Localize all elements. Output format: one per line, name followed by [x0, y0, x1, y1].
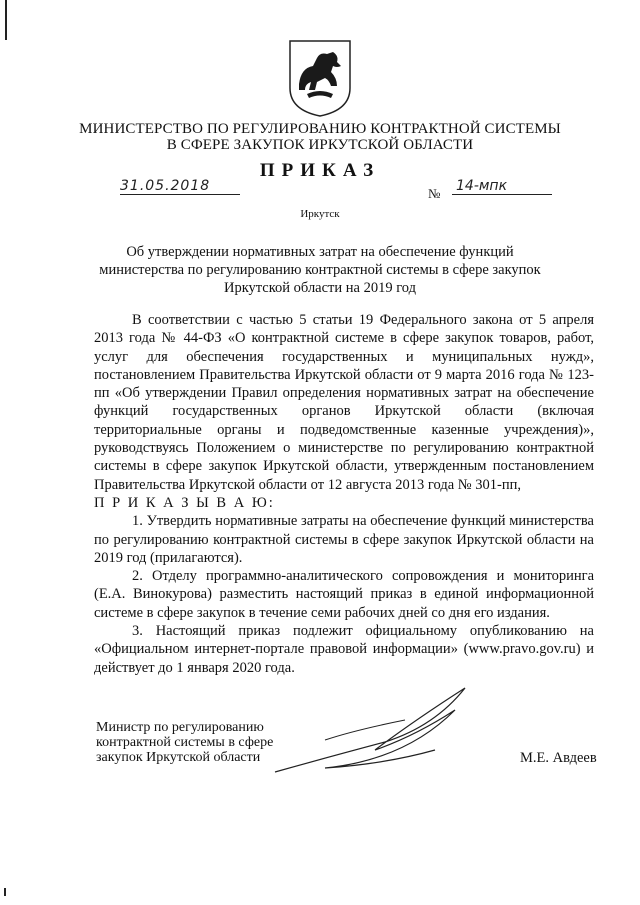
scan-mark — [4, 888, 6, 896]
order-item-2: 2. Отделу программно-аналитического сопровождения и мониторинга (Е.А. Винокурова) разместить настоящий приказ в единой информационной системе в сфере закупок в течение семи рабочих дней со дня его издания. — [94, 568, 594, 621]
order-number: 14-мпк — [452, 178, 552, 195]
order-number-label: № — [428, 186, 441, 201]
order-item-3: 3. Настоящий приказ подлежит официальному опубликованию на «Официальном интернет-портале правовой информации» (www.pravo.gov.ru) и действует до 1 января 2020 года. — [94, 623, 594, 676]
handwritten-signature — [265, 680, 485, 780]
signatory-name: М.Е. Авдеев — [520, 750, 597, 766]
subject-line-1: Об утверждении нормативных затрат на обеспечение функций — [126, 244, 514, 260]
signatory-position-line-1: Министр по регулированию — [96, 720, 264, 735]
ministry-line-2: В СФЕРЕ ЗАКУПОК ИРКУТСКОЙ ОБЛАСТИ — [166, 137, 474, 153]
subject-line-3: Иркутской области на 2019 год — [223, 280, 417, 296]
order-command-word: П Р И К А З Ы В А Ю: — [94, 494, 275, 511]
scan-edge-line — [5, 0, 7, 40]
order-body — [94, 311, 594, 677]
order-date: 31.05.2018 — [120, 178, 240, 195]
signatory-position-line-2: контрактной системы в сфере — [96, 735, 274, 750]
order-subject — [95, 243, 545, 297]
preamble-paragraph: В соответствии с частью 5 статьи 19 Федерального закона от 5 апреля 2013 года № 44-ФЗ «О контрактной системе в сфере закупок товаров, работ, услуг для обеспечения государственных и муниципальных нужд», постановлением Правительства Иркутской области от 9 марта 2016 года № 123-пп «Об утверждении Правил определения нормативных затрат на обеспечение функций государственных органов Иркутской области (включая территориальные органы и подведомственные казенные учреждения)», руководствуясь Положением о министерстве по регулированию контрактной системы в сфере закупок Иркутской области, утвержденным постановлением Правительства Иркутской области от 12 августа 2013 года № 301-пп, — [94, 312, 594, 493]
subject-line-2: министерства по регулированию контрактной системы в сфере закупок — [99, 262, 541, 278]
city-name: Иркутск — [300, 208, 340, 220]
signatory-position — [96, 720, 273, 765]
document-type-title: ПРИКАЗ — [259, 160, 381, 181]
signatory-position-line-3: закупок Иркутской области — [96, 750, 261, 765]
order-item-1: 1. Утвердить нормативные затраты на обеспечение функций министерства по регулированию контрактной системы в сфере закупок Иркутской области на 2019 год (прилагаются). — [94, 513, 594, 566]
ministry-line-1: МИНИСТЕРСТВО ПО РЕГУЛИРОВАНИЮ КОНТРАКТНОЙ СИСТЕМЫ — [79, 121, 561, 137]
coat-of-arms-icon — [287, 38, 353, 118]
ministry-name — [0, 121, 640, 153]
